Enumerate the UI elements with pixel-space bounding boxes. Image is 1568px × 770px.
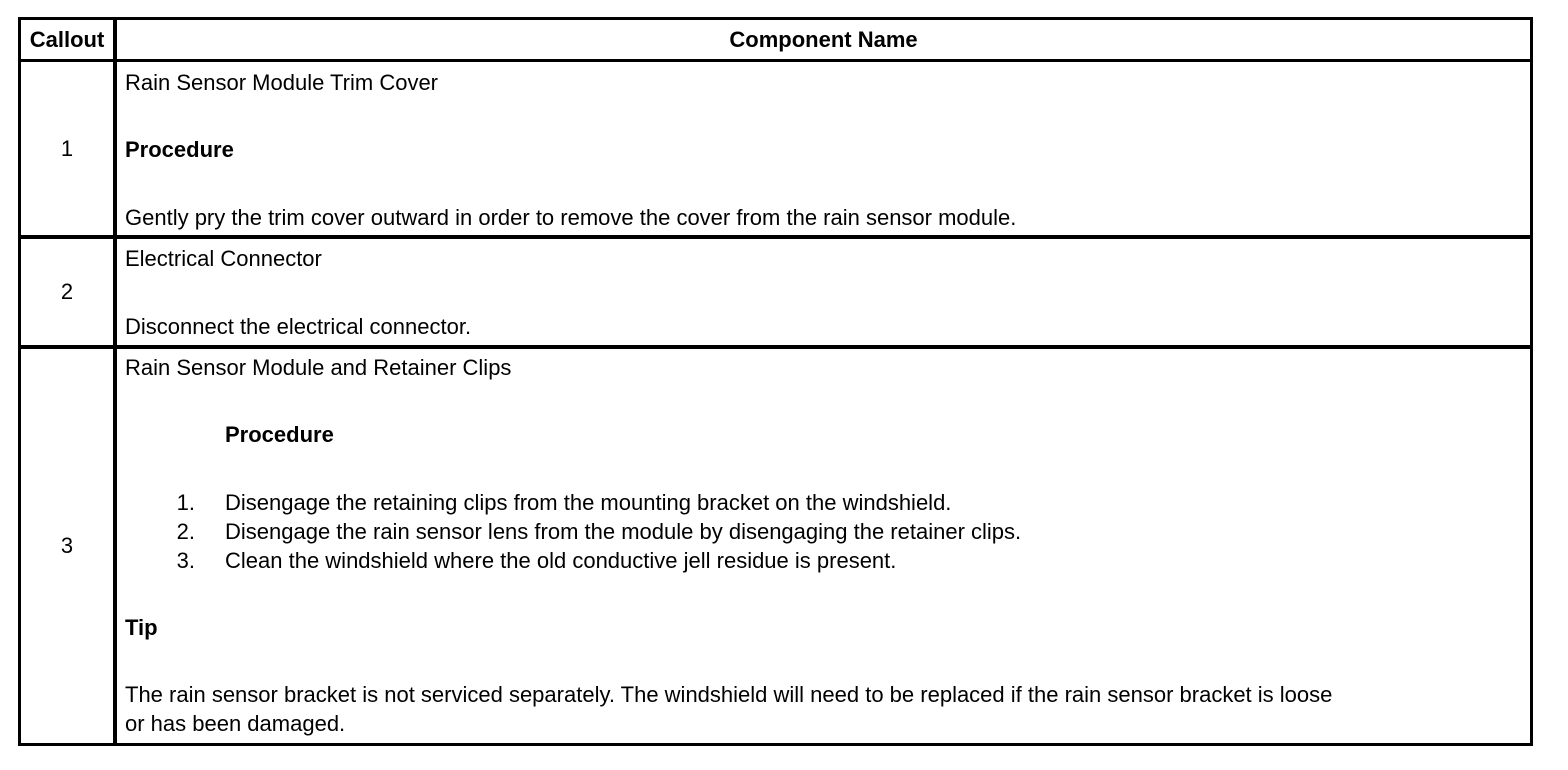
component-table <box>18 17 1533 746</box>
step-number: 1. <box>176 490 195 515</box>
component-name: Rain Sensor Module Trim Cover <box>125 70 439 95</box>
procedure-heading: Procedure <box>225 422 334 447</box>
tip-text-line-2: or has been damaged. <box>125 711 346 736</box>
procedure-text: Disconnect the electrical connector. <box>125 314 472 339</box>
table-row <box>21 62 1530 239</box>
component-name-header: Component Name <box>729 26 918 52</box>
step-number: 2. <box>176 519 195 544</box>
table-header-row <box>21 20 1530 62</box>
step-number: 3. <box>176 548 195 573</box>
step-text: Clean the windshield where the old conductive jell residue is present. <box>225 548 897 573</box>
component-name: Electrical Connector <box>125 246 322 271</box>
component-cell <box>117 349 1530 743</box>
step-text: Disengage the rain sensor lens from the module by disengaging the retainer clips. <box>225 519 1022 544</box>
component-name: Rain Sensor Module and Retainer Clips <box>125 355 512 380</box>
table-row <box>21 239 1530 349</box>
step-text: Disengage the retaining clips from the mounting bracket on the windshield. <box>225 490 952 515</box>
procedure-text: Gently pry the trim cover outward in order to remove the cover from the rain sensor module. <box>125 205 1017 230</box>
tip-heading: Tip <box>125 615 158 640</box>
procedure-heading: Procedure <box>125 137 234 162</box>
tip-text-line-1: The rain sensor bracket is not serviced separately. The windshield will need to be replaced if the rain sensor bracket is loose <box>125 682 1333 707</box>
callout-number: 3 <box>21 349 117 743</box>
component-cell <box>117 239 1530 345</box>
callout-header: Callout <box>21 20 117 59</box>
component-cell <box>117 62 1530 235</box>
table-row <box>21 349 1530 743</box>
callout-number: 2 <box>21 239 117 345</box>
callout-number: 1 <box>21 62 117 235</box>
